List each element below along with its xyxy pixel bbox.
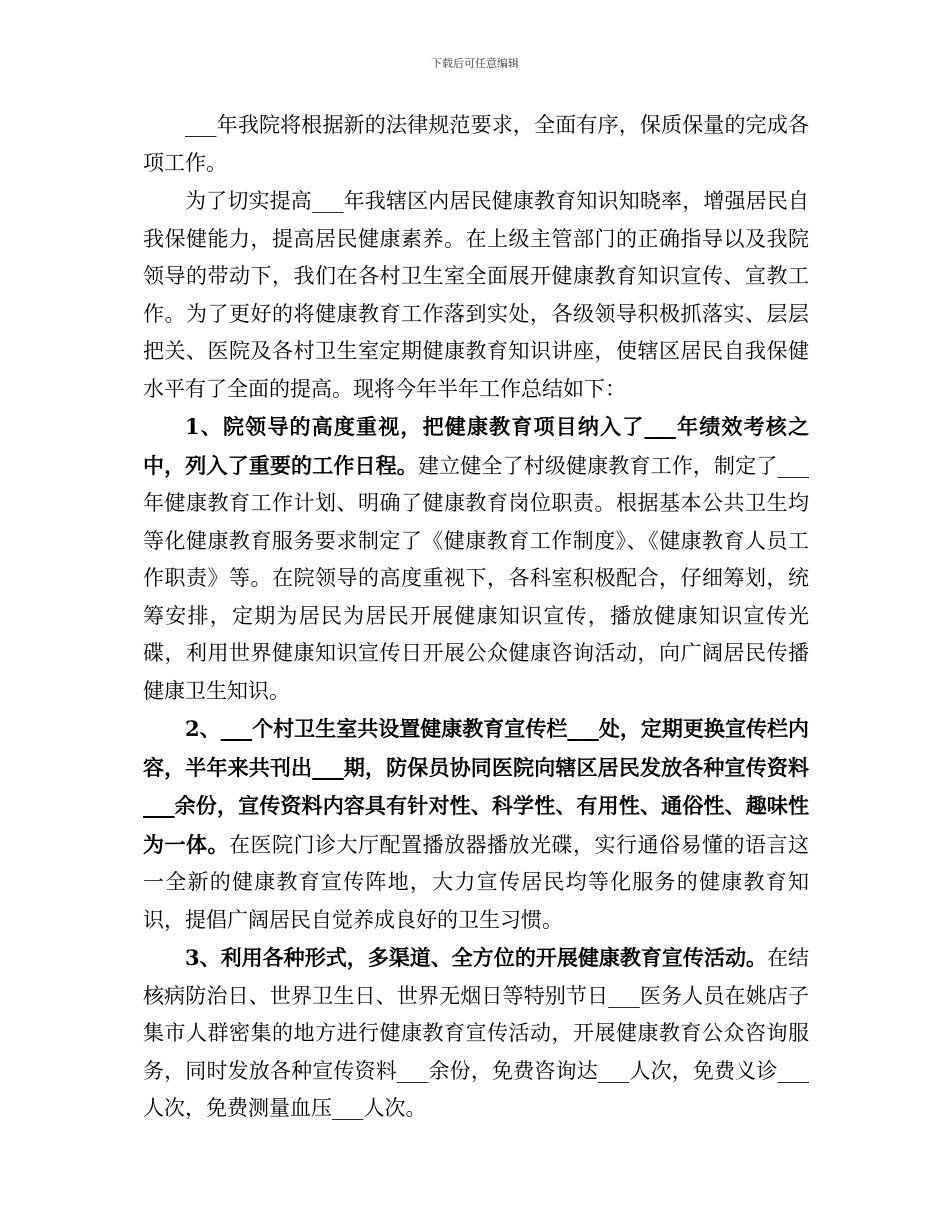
paragraph-text: 在结核病防治日、世界卫生日、世界无烟日等特别节日___医务人员在姚店子集市人群密集的地方进行健康教育宣传活动，开展健康教育公众咨询服务，同时发放各种宣传资料___余份，免费咨询达___人次，免费义诊___人次，免费测量血压___人次。 <box>143 946 810 1120</box>
paragraph-text: 在医院门诊大厅配置播放器播放光碟，实行通俗易懂的语言这一全新的健康教育宣传阵地，大力宣传居民均等化服务的健康教育知识，提倡广阔居民自觉养成良好的卫生习惯。 <box>143 832 809 932</box>
paragraph-item-2 <box>143 710 809 939</box>
paragraph-lead: 1、院领导的高度重视，把健康教育项目纳入了___年绩效考核之中，列入了重要的工作日程。 <box>143 414 809 478</box>
page-header: 下载后可任意编辑 <box>431 57 519 70</box>
paragraph-text: 为了切实提高___年我辖区内居民健康教育知识知晓率，增强居民自我保健能力，提高居民健康素养。在上级主管部门的正确指导以及我院领导的带动下，我们在各村卫生室全面展开健康教育知识宣传、宣教工作。为了更好的将健康教育工作落到实处，各级领导积极抓落实、层层把关、医院及各村卫生室定期健康教育知识讲座，使辖区居民自我保健水平有了全面的提高。现将今年半年工作总结如下： <box>143 189 809 401</box>
paragraph-intro <box>143 106 809 182</box>
paragraph-text: ___年我院将根据新的法律规范要求，全面有序，保质保量的完成各项工作。 <box>143 113 809 175</box>
paragraph-lead: 3、利用各种形式，多渠道、全方位的开展健康教育宣传活动。 <box>185 945 767 970</box>
paragraph-item-1 <box>143 408 809 710</box>
document-body <box>143 106 809 1128</box>
paragraph-overview <box>143 182 809 408</box>
paragraph-text: 建立健全了村级健康教育工作，制定了___年健康教育工作计划、明确了健康教育岗位职责。根据基本公共卫生均等化健康教育服务要求制定了《健康教育工作制度》、《健康教育人员工作职责》等。在院领导的高度重视下，各科室积极配合，仔细筹划，统筹安排，定期为居民为居民开展健康知识宣传，播放健康知识宣传光碟，利用世界健康知识宣传日开展公众健康咨询活动，向广阔居民传播健康卫生知识。 <box>143 453 810 703</box>
paragraph-item-3 <box>143 939 809 1128</box>
paragraph-lead: 2、___个村卫生室共设置健康教育宣传栏___处，定期更换宣传栏内容，半年来共刊出___期，防保员协同医院向辖区居民发放各种宣传资料___余份，宣传资料内容具有针对性、科学性、有用性、通俗性、趣味性为一体。 <box>143 716 809 857</box>
